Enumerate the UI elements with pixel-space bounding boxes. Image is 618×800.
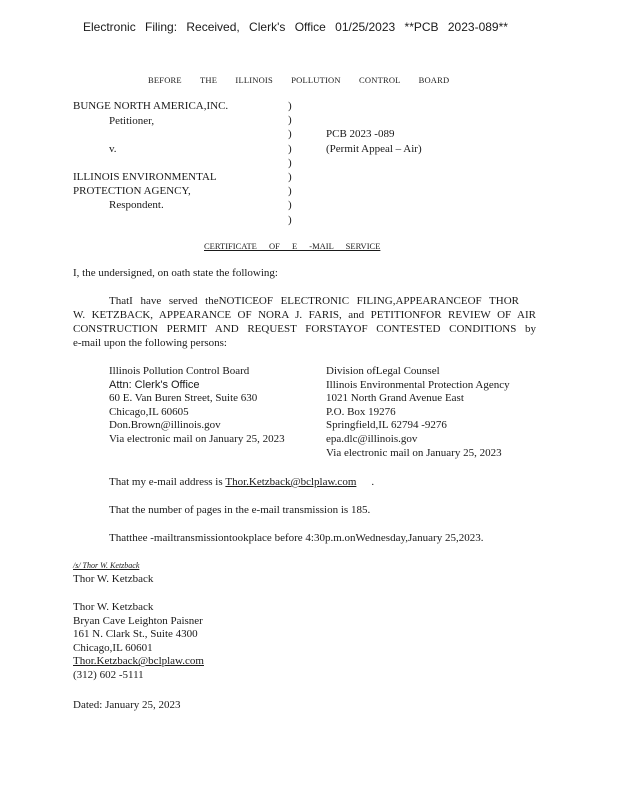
caption-parentheses: ) ) ) ) ) ) ) ) ) xyxy=(288,100,292,226)
recipient-right-service: Via electronic mail on January 25, 2023 xyxy=(326,446,502,459)
time-statement: Thatthee -mailtransmissiontookplace before 4:30p.m.onWednesday,January 25,2023. xyxy=(109,532,484,544)
recipient-right-line3: 1021 North Grand Avenue East xyxy=(326,392,464,405)
block-firm: Bryan Cave Leighton Paisner xyxy=(73,614,203,627)
intro-text: I, the undersigned, on oath state the following: xyxy=(73,267,278,279)
filing-header: Electronic Filing: Received, Clerk's Office 01/25/2023 **PCB 2023-089** xyxy=(83,20,508,34)
email-statement-link[interactable]: Thor.Ketzback@bclplaw.com xyxy=(225,476,357,488)
signature-block xyxy=(73,601,217,683)
email-statement-prefix: That my e-mail address is xyxy=(109,476,223,488)
recipient-right-line5: Springfield,IL 62794 -9276 xyxy=(326,419,447,432)
recipient-left xyxy=(109,365,285,447)
recipient-right-line1: Division ofLegal Counsel xyxy=(326,365,440,377)
recipient-left-line1: Illinois Pollution Control Board xyxy=(109,365,250,377)
block-street: 161 N. Clark St., Suite 4300 xyxy=(73,628,198,641)
email-statement-suffix: . xyxy=(371,476,375,488)
paragraph-line4: e-mail upon the following persons: xyxy=(73,337,227,349)
pages-statement: That the number of pages in the e-mail transmission is 185. xyxy=(109,504,371,516)
dated-line: Dated: January 25, 2023 xyxy=(73,699,181,711)
block-name: Thor W. Ketzback xyxy=(73,601,154,613)
recipient-left-line4: Chicago,IL 60605 xyxy=(109,405,189,418)
signature-script xyxy=(73,561,169,570)
paragraph-line3: CONSTRUCTION PERMIT AND REQUEST FORSTAYOF CONTESTED CONDITIONS by xyxy=(73,323,536,335)
petitioner-role: Petitioner, xyxy=(109,115,155,127)
respondent-role: Respondent. xyxy=(109,199,164,211)
recipient-right-line2: Illinois Environmental Protection Agency xyxy=(326,378,510,391)
case-type: (Permit Appeal – Air) xyxy=(326,143,422,155)
petitioner-name: BUNGE NORTH AMERICA,INC. xyxy=(73,100,229,112)
respondent-name-line1: ILLINOIS ENVIRONMENTAL xyxy=(73,171,217,183)
board-heading: BEFORE THE ILLINOIS POLLUTION CONTROL BOARD xyxy=(148,75,450,85)
recipient-left-email[interactable]: Don.Brown@illinois.gov xyxy=(109,419,221,432)
recipient-left-service: Via electronic mail on January 25, 2023 xyxy=(109,432,285,445)
signature-name: Thor W. Ketzback xyxy=(73,573,154,585)
block-city: Chicago,IL 60601 xyxy=(73,641,153,654)
recipient-right-line4: P.O. Box 19276 xyxy=(326,405,396,418)
recipient-left-attn: Attn: Clerk's Office xyxy=(109,378,200,391)
email-statement xyxy=(109,476,374,488)
recipient-right-email[interactable]: epa.dlc@illinois.gov xyxy=(326,432,418,445)
case-number: PCB 2023 -089 xyxy=(326,128,395,140)
versus-label: v. xyxy=(109,143,117,155)
respondent-name-line2: PROTECTION AGENCY, xyxy=(73,185,191,197)
recipient-left-line3: 60 E. Van Buren Street, Suite 630 xyxy=(109,392,258,405)
paragraph-line1: ThatI have served theNOTICEOF ELECTRONIC FILING,APPEARANCEOF THOR xyxy=(109,295,519,307)
recipient-right xyxy=(326,365,510,460)
block-phone: (312) 602 -5111 xyxy=(73,668,144,681)
certificate-title: CERTIFICATE OF E -MAIL SERVICE xyxy=(204,241,381,251)
paragraph-line2: W. KETZBACK, APPEARANCE OF NORA J. FARIS, and PETITIONFOR REVIEW OF AIR xyxy=(73,309,536,321)
block-email-link[interactable]: Thor.Ketzback@bclplaw.com xyxy=(73,655,204,668)
signature-script-text: /s/ Thor W. Ketzback xyxy=(73,561,140,570)
